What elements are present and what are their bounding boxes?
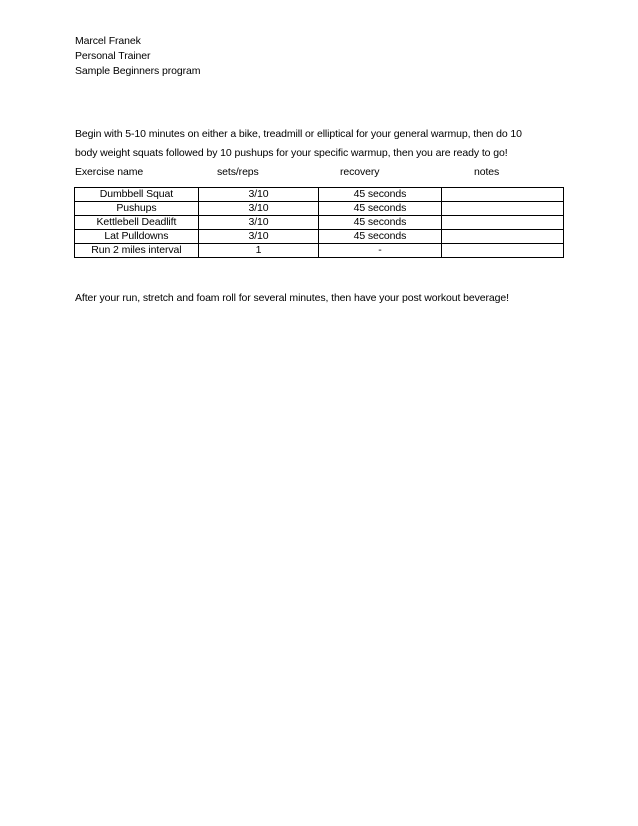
- header-recovery: recovery: [340, 166, 380, 178]
- cell-exercise: Lat Pulldowns: [75, 230, 199, 244]
- cell-notes: [441, 244, 563, 258]
- cell-recovery: 45 seconds: [319, 188, 442, 202]
- cell-notes: [441, 230, 563, 244]
- cell-exercise: Kettlebell Deadlift: [75, 216, 199, 230]
- header-notes: notes: [474, 166, 500, 178]
- table-row: [75, 230, 564, 244]
- cell-recovery: -: [319, 244, 442, 258]
- trainer-header: [75, 34, 200, 79]
- cell-exercise: Dumbbell Squat: [75, 188, 199, 202]
- cell-exercise: Run 2 miles interval: [75, 244, 199, 258]
- cell-notes: [441, 188, 563, 202]
- cell-recovery: 45 seconds: [319, 216, 442, 230]
- trainer-name: Marcel Franek: [75, 35, 141, 47]
- cell-sets-reps: 3/10: [198, 188, 318, 202]
- cell-recovery: 45 seconds: [319, 202, 442, 216]
- cell-sets-reps: 1: [198, 244, 318, 258]
- closing-paragraph: After your run, stretch and foam roll for several minutes, then have your post workout beverage!: [75, 292, 509, 304]
- intro-line-1: Begin with 5-10 minutes on either a bike, treadmill or elliptical for your general warmup, then do 10: [75, 128, 522, 140]
- cell-recovery: 45 seconds: [319, 230, 442, 244]
- program-table: [74, 187, 564, 258]
- table-row: [75, 216, 564, 230]
- cell-exercise: Pushups: [75, 202, 199, 216]
- trainer-role: Personal Trainer: [75, 50, 151, 62]
- intro-paragraph: [75, 125, 522, 163]
- column-headers: [75, 165, 565, 180]
- header-sets-reps: sets/reps: [217, 166, 259, 178]
- intro-line-2: body weight squats followed by 10 pushups for your specific warmup, then you are ready to go!: [75, 147, 508, 159]
- table-row: [75, 188, 564, 202]
- cell-sets-reps: 3/10: [198, 230, 318, 244]
- cell-notes: [441, 216, 563, 230]
- table-row: [75, 244, 564, 258]
- cell-sets-reps: 3/10: [198, 202, 318, 216]
- cell-notes: [441, 202, 563, 216]
- header-exercise-name: Exercise name: [75, 166, 144, 178]
- table-row: [75, 202, 564, 216]
- program-title: Sample Beginners program: [75, 65, 201, 77]
- cell-sets-reps: 3/10: [198, 216, 318, 230]
